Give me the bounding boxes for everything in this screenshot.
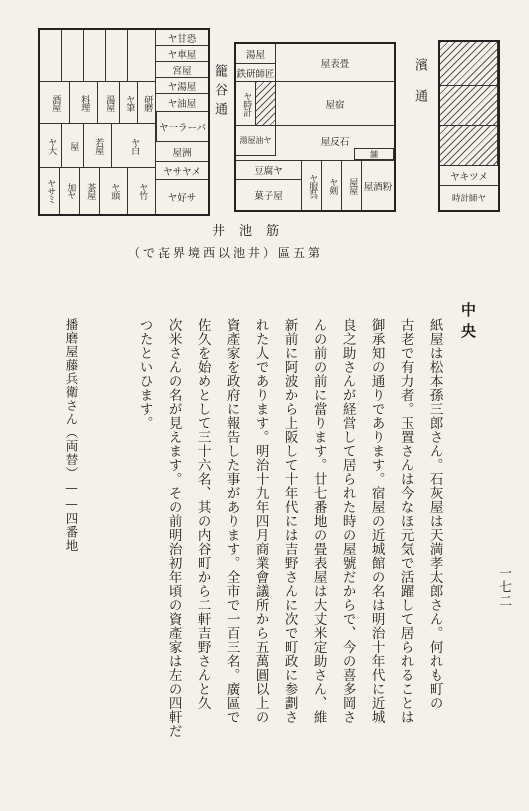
map-cell: ヤ甘恐 <box>167 33 197 45</box>
map-cell: ヤサミ <box>40 168 60 214</box>
body-column-11: つたといひます。 <box>136 318 153 430</box>
map-cell: 屋洲 <box>172 147 192 159</box>
body-column-3: 御承知の通りであります。宿屋の近城館の名は明治十年代に近城 <box>368 318 385 724</box>
street-label-hama: 濱通 <box>412 58 427 120</box>
map-cell: 鉄研師匠 <box>236 68 275 80</box>
body-column-8: 資產家を政府に報告した事があります。全市で一百三名。廣區で <box>223 318 240 724</box>
map-cell: ヤ湯屋 <box>167 81 197 93</box>
map-hatched-lot <box>440 42 498 86</box>
map-caption: （で㐂界境西以池井）區五第 <box>128 246 324 260</box>
map-cell: ヤ一ラーパ <box>158 122 207 134</box>
map-cell: 加ヤ <box>60 168 80 214</box>
map-hatched-lot <box>256 82 276 126</box>
map-cell: 屋宿 <box>325 99 345 111</box>
map-cell: ヤ時計 <box>236 82 256 126</box>
map-west-block <box>38 28 210 216</box>
body-column-2: 古老で有力者。玉置さんは今なほ元気で活躍して居られることは <box>397 318 414 724</box>
body-column-9: 佐久を始めとして三十六名、其の内谷町から二軒吉野さんと久 <box>194 318 211 710</box>
map-middle-block <box>234 42 396 212</box>
map-cell: 時計師ヤ <box>451 194 486 204</box>
map-cell: ヤサヤメ <box>163 166 201 178</box>
map-cell: ヤ白 <box>112 124 156 168</box>
map-cell: 茶屋 <box>80 168 100 214</box>
street-label-iike: 井池筋 <box>212 224 294 239</box>
map-cell: ヤ頭 <box>100 168 128 214</box>
body-column-6: 新前に阿波から上阪して十年代には吉野さんに次で町政に参劃さ <box>281 318 298 724</box>
map-cell: ヤ竹 <box>128 168 156 214</box>
page-number: 一七二 <box>496 566 511 608</box>
map-cell: ヤ好サ <box>167 193 197 204</box>
body-column-5: んの前の前に當ります。廿七番地の畳表屋は大丈米定助さん、維 <box>310 318 327 724</box>
map-east-block <box>438 40 500 212</box>
map-cell: 屋屋 <box>342 160 362 210</box>
map-cell: 屋反石 <box>320 137 350 148</box>
map-cell: ヤ服呉 <box>302 160 322 210</box>
map-cell: ヤキツメ <box>450 171 488 183</box>
street-map <box>0 0 529 260</box>
street-label-kagoya: 籠谷通 <box>212 64 227 121</box>
body-column-1: 紙屋は松本孫三郎さん。石灰屋は天満孝太郎さん。何れも町の <box>426 318 443 710</box>
map-hatched-lot <box>440 86 498 126</box>
map-cell: 湯屋油ヤ <box>239 136 272 145</box>
map-cell: 菓子屋 <box>254 191 283 202</box>
map-cell: 研磨 <box>138 82 156 124</box>
map-cell: 宮屋 <box>172 65 192 77</box>
map-cell: 湯屋 <box>98 82 120 124</box>
body-column-7: れた人であります。明治十九年四月商業會議所から五萬圓以上の <box>252 318 269 724</box>
map-cell: 舗 <box>370 149 378 159</box>
map-cell: 湯屋 <box>245 49 265 61</box>
map-cell: ヤ車屋 <box>167 49 197 61</box>
section-heading: 中央 <box>459 302 477 344</box>
map-cell: 酒屋 <box>40 82 70 124</box>
map-cell: 屋酒粉 <box>363 181 393 193</box>
map-cell: ヤ油屋 <box>167 98 197 110</box>
map-cell: 豆腐ヤ <box>254 166 283 177</box>
entry-subheading: 播磨屋藤兵衛さん（両替）——四番地 <box>64 318 79 553</box>
map-cell: 屋 <box>62 124 84 168</box>
map-cell: 料理 <box>70 82 98 124</box>
map-cell: 若屋 <box>84 124 112 168</box>
map-cell: 屋表畳 <box>320 58 350 70</box>
map-cell: ヤ剣 <box>322 160 342 210</box>
map-cell: ヤ筆 <box>120 82 138 124</box>
map-hatched-lot <box>440 126 498 166</box>
map-cell: ヤ大 <box>40 124 62 168</box>
body-column-4: 良之助さんが経営して居られた時の屋號だからで、今の喜多岡さ <box>339 318 356 724</box>
body-column-10: 次米さんの名が見えます。その前明治初年頃の資產家は左の四軒だ <box>165 318 182 738</box>
